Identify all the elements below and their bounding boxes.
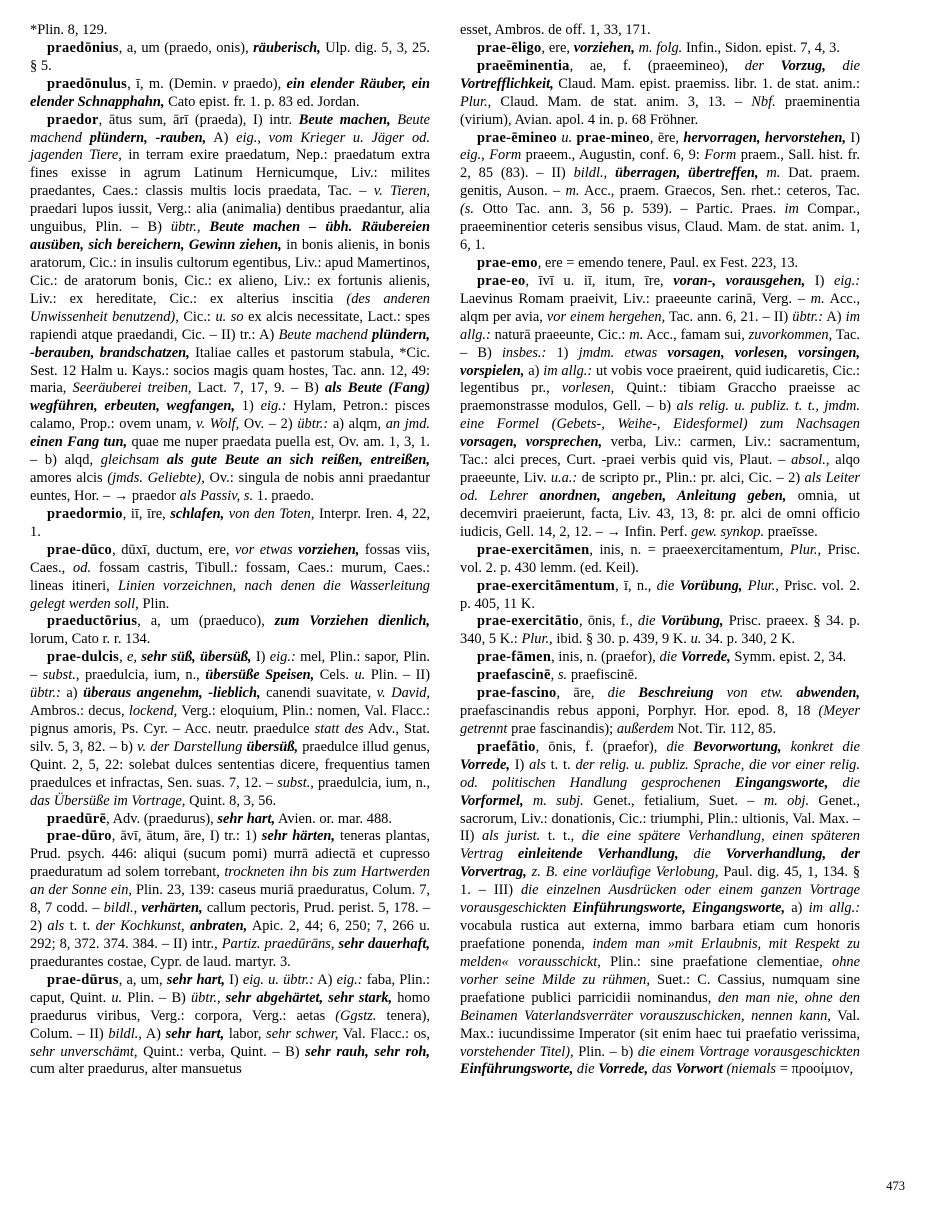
- dictionary-entry: esset, Ambros. de off. 1, 33, 171.: [460, 22, 651, 38]
- page-columns: [30, 22, 905, 1079]
- dictionary-entry: praefascinē, s. praefiscinē.: [477, 667, 638, 684]
- dictionary-entry: prae-emo, ere = emendo tenere, Paul. ex Fest. 223, 13.: [477, 254, 799, 271]
- dictionary-entry: prae-exercitātio, ōnis, f., die Vorübung, Prisc. praeex. § 34. p. 340, 5 K.: Plur., ibid. § 30. p. 439, 9 K. u. 34. p. 340, 2 K.: [460, 613, 860, 648]
- dictionary-entry: praedōnulus, ī, m. (Demin. v praedo), ein elender Räuber, ein elender Schnapphahn, Cato epist. fr. 1. p. 83 ed. Jordan.: [30, 75, 430, 110]
- dictionary-entry: prae-dūro, āvī, ātum, āre, I) tr.: 1) sehr härten, teneras plantas, Prud. psych. 446: aliqui (sucum pomi) murrā adiectā et cupresso praeduratum ad solem torrebant, trockneten ihn bis zum Hartwerden an der Sonne ein, Plin. 23, 139: caseus muriā praeduratus, Colum. 7, 8, 7 codd. – bildl., verhärten, callum pectoris, Prud. perist. 5, 178. – 2) als t. t. der Kochkunst, anbraten, Apic. 2, 44; 6, 250; 7, 266 u. 292; 8, 372. 374. 384. – II) intr., Partiz. praedūrāns, sehr dauerhaft, praedurantes costae, Cypr. de laud. martyr. 3.: [30, 828, 431, 970]
- dictionary-entry: praedūrē, Adv. (praedurus), sehr hart, Avien. or. mar. 488.: [47, 810, 392, 827]
- dictionary-entry: praefātio, ōnis, f. (praefor), die Bevorwortung, konkret die Vorrede, I) als t. t. der relig. u. publiz. Sprache, die vor einer relig. od. politischen Handlung gesprochenen Eingangsworte, die Vorformel, m. subj. Genet., fetialium, Suet. – m. obj. Genet., sacrorum, Liv.: donationis, Cic.: triumphi, Plin.: ultionis, Val. Max. – II) als jurist. t. t., die eine spätere Verhandlung, einen späteren Vertrag einleitende Verhandlung, die Vorverhandlung, der Vorvertrag, z. B. eine vorläufige Verlobung, Paul. dig. 45, 1, 134. § 1. – III) die einzelnen Ausdrücken oder einem ganzen Vortrage vorausgeschickten Einführungsworte, Eingangsworte, a) im allg.: vocabula rustica aut externa, immo barbara etiam cum honoris praefatione ponenda, indem man »mit Erlaubnis, mit Respekt zu melden« vorausschickt, Plin.: sine praefatione clementiae, ohne vorher seine Milde zu rühmen, Suet.: C. Cassius, numquam sine praefatione publici parricidii nominandus, den man nie, ohne den Beinamen Vaterlandsverräter vorauszuschicken, nennen kann, Val. Max.: iucundissime Imperator (sit enim haec tui praefatio verissima, vorstehender Titel), Plin. – b) die einem Vortrage vorausgeschickten Einführungsworte, die Vorrede, das Vorwort (niemals = προοίμιον,: [460, 738, 861, 1078]
- right-column: [460, 22, 860, 1079]
- dictionary-entry: *Plin. 8, 129.: [30, 22, 108, 38]
- dictionary-entry: praedōnius, a, um (praedo, onis), räuberisch, Ulp. dig. 5, 3, 25. § 5.: [30, 39, 430, 74]
- dictionary-entry: prae-fascino, āre, die Beschreiung von etw. abwenden, praefascinandis rebus apponi, Porphyr. Hor. epod. 8, 18 (Meyer getrennt prae fascinandis); außerdem Not. Tir. 112, 85.: [460, 685, 860, 737]
- dictionary-entry: praeēminentia, ae, f. (praeemineo), der Vorzug, die Vortrefflichkeit, Claud. Mam. epist. praemiss. libr. 1. de stat. anim.: Plur., Claud. Mam. de stat. anim. 3, 13. – Nbf. praeminentia (virium), Avian. apol. 4 in. p. 68 Fröhner.: [460, 57, 861, 128]
- left-column: [30, 22, 430, 1079]
- dictionary-entry: prae-fāmen, inis, n. (praefor), die Vorrede, Symm. epist. 2, 34.: [477, 649, 847, 666]
- dictionary-entry: praedor, ātus sum, ārī (praeda), I) intr. Beute machen, Beute machend plündern, -rauben, A) eig., vom Krieger u. Jäger od. jagenden Tiere, in terram exire praedatum, Nep.: praedatum extra fines exisse in agrum Latinum Hernicumque, Liv.: milites praedantes, Caes.: classis multis locis praedata, Tac. – v. Tieren, praedari lupos iussit, Verg.: alia (animalia) dentibus praedantur, alia unguibus, Plin. – B) übtr., Beute machen – übh. Räubereien ausüben, sich bereichern, Gewinn ziehen, in bonis alienis, in bonis aratorum, Cic.: in insulis cultorum egentibus, Liv.: apud Mamertinos, Cic.: de aratorum bonis, Cic.: ex alieno, Liv.: ex fortunis alienis, Liv.: ex hereditate, Cic.: ex alterius inscitia (des anderen Unwissenheit benutzend), Cic.: u. so ex alcis necessitate, Lact.: spes rapiendi atque praedandi, Cic. – II) tr.: A) Beute machend plündern, -berauben, brandschatzen, Italiae calles et pastorum stabula, *Cic. Sest. 12 Halm u. Kays.: socios magis quam hostes, Tac. ann. 12, 49: maria, Seeräuberei treiben, Lact. 7, 17, 9. – B) als Beute (Fang) wegführen, erbeuten, wegfangen, 1) eig.: Hylam, Petron.: pisces calamo, Prop.: ovem unam, v. Wolf, Ov. – 2) übtr.: a) alqm, an jmd. einen Fang tun, quae me nuper praedata puella est, Ov. am. 1, 3, 1. – b) alqd, gleichsam als gute Beute an sich reißen, entreißen, amores alcis (jmds. Geliebte), Ov.: singula de nobis anni praedantur euntes, Hor. – → praedor als Passiv, s. 1. praedo.: [30, 111, 431, 504]
- dictionary-entry: prae-dūco, dūxī, ductum, ere, vor etwas vorziehen, fossas viis, Caes., od. fossam castris, Tibull.: fossam, Caes.: murum, Caes.: lineas itineri, Linien vorzeichnen, nach denen die Wasserleitung gelegt werden soll, Plin.: [30, 541, 431, 612]
- dictionary-entry: praeductōrius, a, um (praeduco), zum Vorziehen dienlich, lorum, Cato r. r. 134.: [30, 613, 430, 648]
- dictionary-entry: prae-eo, īvī u. iī, itum, īre, voran-, vorausgehen, I) eig.: Laevinus Romam praeivit, Liv.: praeeunte carinā, Verg. – m. Acc., alqm per avia, vor einem hergehen, Tac. ann. 6, 21. – II) übtr.: A) im allg.: naturā praeeunte, Cic.: m. Acc., famam sui, zuvorkommen, Tac. – B) insbes.: 1) jmdm. etwas vorsagen, vorlesen, vorsingen, vorspielen, a) im allg.: ut vobis voce praeirent, quid iudicaretis, Cic.: legentibus pr., vorlesen, Quint.: tibiam Graccho praeisse ac praemonstrasse modulos, Gell. – b) als relig. u. publiz. t. t., jmdm. eine Formel (Gebets-, Weihe-, Eidesformel) zum Nachsagen vorsagen, vorsprechen, verba, Liv.: carmen, Liv.: sacramentum, Tac.: alci preces, Curt. -praei verbis quid vis, Plaut. – absol., alqo praeeunte, Liv. u.a.: de scripto pr., Plin.: pr. alci, Cic. – 2) als Leiter od. Lehrer anordnen, angeben, Anleitung geben, omnia, ut decemviri praeierunt, facta, Liv. 43, 13, 8: pr. alci de omni officio iudicis, Gell. 14, 2, 12. – → Infin. Perf. gew. synkop. praeīsse.: [460, 272, 861, 540]
- dictionary-entry: prae-ēligo, ere, vorziehen, m. folg. Infin., Sidon. epist. 7, 4, 3.: [477, 39, 840, 56]
- dictionary-entry: prae-exercitāmentum, ī, n., die Vorübung, Plur., Prisc. vol. 2. p. 405, 11 K.: [460, 577, 860, 612]
- page-number: 473: [886, 1179, 905, 1193]
- dictionary-entry: praedormio, iī, īre, schlafen, von den Toten, Interpr. Iren. 4, 22, 1.: [30, 505, 431, 540]
- dictionary-entry: prae-exercitāmen, inis, n. = praeexercitamentum, Plur., Prisc. vol. 2. p. 430 lemm. (ed. Keil).: [460, 541, 860, 576]
- dictionary-entry: prae-dulcis, e, sehr süß, übersüß, I) eig.: mel, Plin.: sapor, Plin. – subst., praedulcia, ium, n., übersüße Speisen, Cels. u. Plin. – II) übtr.: a) überaus angenehm, -lieblich, canendi suavitate, v. David, Ambros.: decus, lockend, Verg.: eloquium, Plin.: nomen, Val. Flacc.: pignus amoris, Ps. Cyr. – Acc. neutr. praedulce statt des Adv., Stat. silv. 5, 3, 82. – b) v. der Darstellung übersüß, praedulce illud genus, Quint. 2, 5, 22: solebat dulces sententias dicere, frequentius tamen praedulces et infractas, Sen. suas. 7, 12. – subst., praedulcia, ium, n., das Übersüße im Vortrage, Quint. 8, 3, 56.: [30, 649, 431, 809]
- dictionary-entry: prae-ēmineo u. prae-mineo, ēre, hervorragen, hervorstehen, I) eig., Form praeem., Augustin, conf. 6, 9: Form praem., Sall. hist. fr. 2, 85 (83). – II) bildl., überragen, übertreffen, m. Dat. praem. genitis, Auson. – m. Acc., praem. Graecos, Sen. rhet.: ceteros, Tac. (s. Otto Tac. ann. 3, 56 p. 539). – Partic. Praes. im Compar., praeeminentior ceteris sensibus visus, Claud. Mam. de stat. anim. 1, 6, 1.: [460, 129, 861, 254]
- dictionary-entry: prae-dūrus, a, um, sehr hart, I) eig. u. übtr.: A) eig.: faba, Plin.: caput, Quint. u. Plin. – B) übtr., sehr abgehärtet, sehr stark, homo praedurus viribus, Verg.: corpora, Verg.: aetas (Ggstz. tenera), Colum. – II) bildl., A) sehr hart, labor, sehr schwer, Val. Flacc.: os, sehr unverschämt, Quint.: verba, Quint. – B) sehr rauh, sehr roh, cum alter praedurus, alter mansuetus: [30, 971, 431, 1078]
